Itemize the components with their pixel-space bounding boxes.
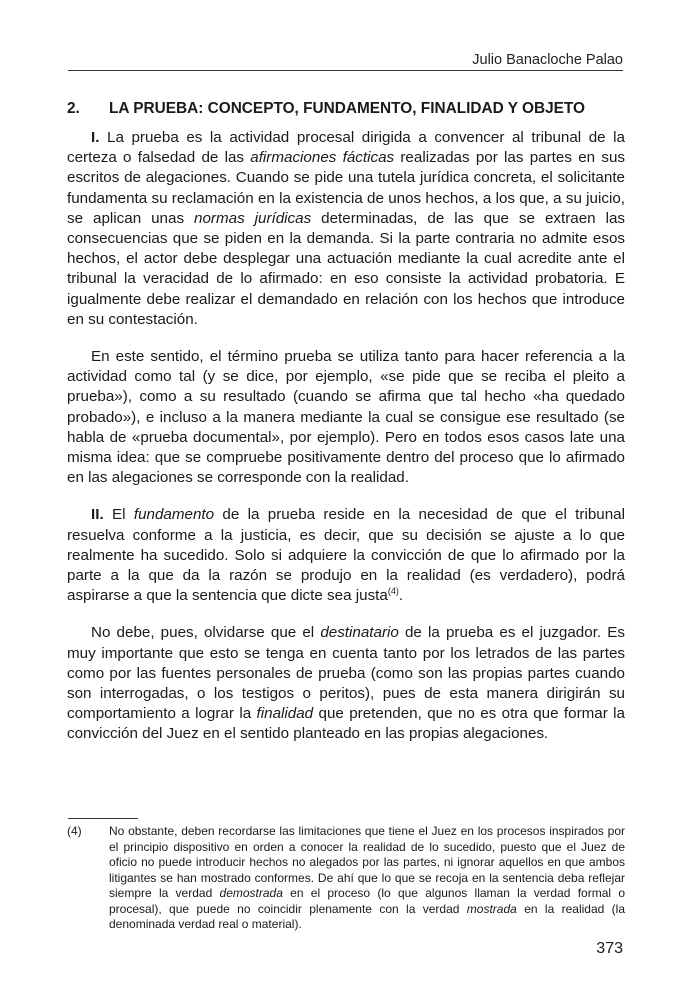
section-title: LA PRUEBA: CONCEPTO, FUNDAMENTO, FINALIDAD Y OBJETO xyxy=(109,100,586,117)
footnote xyxy=(67,824,625,933)
paragraph-4 xyxy=(67,623,625,744)
page-number: 373 xyxy=(596,940,623,957)
italic-term: fundamento xyxy=(133,506,215,524)
footnote-text xyxy=(109,824,625,933)
italic-term: demostrada xyxy=(219,886,283,900)
italic-term: destinatario xyxy=(320,624,399,642)
running-head: Julio Banacloche Palao xyxy=(472,52,623,68)
paragraph-2: En este sentido, el término prueba se utiliza tanto para hacer referencia a la actividad como tal (y se dice, por ejemplo, «se pide que se reciba el pleito a prueba»), como a su resultado (cuando se afirma que tal hecho «ha quedado probado»), e incluso a la manera mediante la cual se consigue ese resultado (se habla de «prueba documental», por ejemplo). Pero en todos esos casos late una misma idea: que se compruebe positivamente dentro del proceso que lo afirmado en las alegaciones se corresponde con la realidad. xyxy=(67,348,625,487)
text-run: El xyxy=(103,506,134,524)
text-run: No obstante, deben recordarse las limitaciones que tiene el Juez en los procesos inspirados por el principio dispositivo en orden a conocer la realidad de lo sucedido, puesto que el Juez de oficio no puede introducir hechos no alegados por las partes, ni ignorar aquellos en que ambos litigantes se han mostrado conformes. De ahí que lo que se recoja en la sentencia deba reflejar siempre la verdad xyxy=(109,824,625,900)
text-run: realizadas por las partes en sus escritos de alegaciones. Cuando se pide una tutela jurídica concreta, el solicitante fundamenta su reclamación en la existencia de unos hechos, a los que, a su juicio, se aplican unas xyxy=(67,149,625,227)
text-run: No debe, pues, olvidarse que el xyxy=(91,624,321,642)
paragraph-marker-ii: II. xyxy=(91,506,104,524)
text-run: que pretenden, que no es otra que formar la convicción del Juez en el sentido planteado en las propias alegaciones. xyxy=(67,705,626,743)
section-number: 2. xyxy=(67,100,80,117)
footnote-reference[interactable]: (4) xyxy=(387,586,399,597)
paragraph-1 xyxy=(67,128,625,330)
italic-term: finalidad xyxy=(256,705,314,723)
text-run: en el proceso (lo que algunos llaman la verdad formal o procesal), que puede no coincidir plenamente con la verdad xyxy=(109,886,625,916)
paragraph-3 xyxy=(67,505,625,606)
text-run: de la prueba es el juzgador. Es muy importante que esto se tenga en cuenta tanto por los letrados de las partes como por las fuentes personales de prueba (como son las propias partes cuando son interrogadas, o los testigos o peritos), pues de esta manera dirigirán su comportamiento a lograr la xyxy=(67,624,625,723)
italic-term: normas jurídicas xyxy=(194,209,312,227)
header-rule xyxy=(68,70,623,71)
paragraph-marker-i: I. xyxy=(91,129,100,146)
text-run: determinadas, de las que se extraen las consecuencias que se piden en la demanda. Si la parte contraria no admite esos hechos, el actor debe desplegar una actuación mediante la cual acredite ante el tribunal la veracidad de lo afirmado: en eso consiste la actividad probatoria. E igualmente debe realizar el demandado en relación con los hechos que introduce en su contestación. xyxy=(67,209,625,328)
section-heading xyxy=(67,100,625,118)
italic-term: afirmaciones fácticas xyxy=(250,149,395,167)
footnote-number: (4) xyxy=(67,824,82,838)
text-run: en la realidad (la denominada verdad real o material). xyxy=(109,901,625,931)
footnote-rule xyxy=(68,818,138,819)
text-run: . xyxy=(398,587,404,605)
text-run: La prueba es la actividad procesal dirigida a convencer al tribunal de la certeza o falsedad de las xyxy=(67,129,625,167)
main-content xyxy=(67,100,625,762)
italic-term: mostrada xyxy=(466,901,517,916)
text-run: de la prueba reside en la necesidad de que el tribunal resuelva conforme a la justicia, es decir, que su decisión se ajuste a lo que realmente ha sucedido. Solo si adquiere la convicción de que lo afirmado por la parte a la que da la razón se produjo en la realidad (es verdadero), podrá aspirarse a que la sentencia que dicte sea justa xyxy=(67,506,625,605)
